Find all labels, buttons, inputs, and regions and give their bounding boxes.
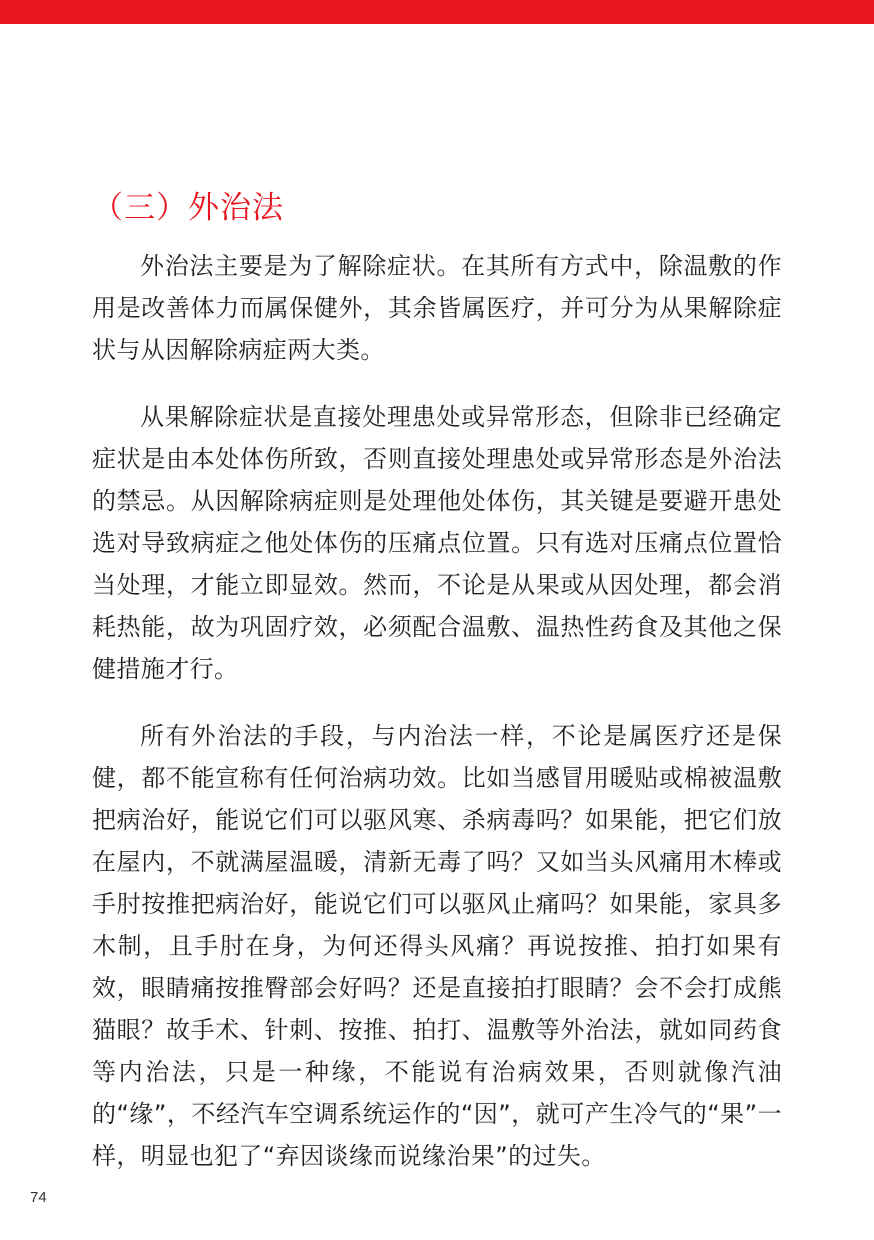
paragraph: 外治法主要是为了解除症状。在其所有方式中，除温敷的作用是改善体力而属保健外，其余皆属医疗，并可分为从果解除症状与从因解除病症两大类。	[92, 252, 782, 364]
body-text	[92, 245, 782, 1202]
section-heading: （三）外治法	[92, 190, 284, 226]
page-number: 74	[30, 1189, 47, 1206]
paragraph: 从果解除症状是直接处理患处或异常形态，但除非已经确定症状是由本处体伤所致，否则直接处理患处或异常形态是外治法的禁忌。从因解除病症则是处理他处体伤，其关键是要避开患处选对导致病症之他处体伤的压痛点位置。只有选对压痛点位置恰当处理，才能立即显效。然而，不论是从果或从因处理，都会消耗热能，故为巩固疗效，必须配合温敷、温热性药食及其他之保健措施才行。	[92, 403, 782, 683]
top-accent-bar	[0, 0, 874, 24]
paragraph: 所有外治法的手段，与内治法一样，不论是属医疗还是保健，都不能宣称有任何治病功效。比如当感冒用暖贴或棉被温敷把病治好，能说它们可以驱风寒、杀病毒吗？如果能，把它们放在屋内，不就满屋温暖，清新无毒了吗？又如当头风痛用木棒或手肘按推把病治好，能说它们可以驱风止痛吗？如果能，家具多木制，且手肘在身，为何还得头风痛？再说按推、拍打如果有效，眼睛痛按推臀部会好吗？还是直接拍打眼睛？会不会打成熊猫眼？故手术、针刺、按推、拍打、温敷等外治法，就如同药食等内治法，只是一种缘，不能说有治病效果，否则就像汽油的“缘”，不经汽车空调系统运作的“因”，就可产生冷气的“果”一样，明显也犯了“弃因谈缘而说缘治果”的过失。	[92, 722, 782, 1170]
